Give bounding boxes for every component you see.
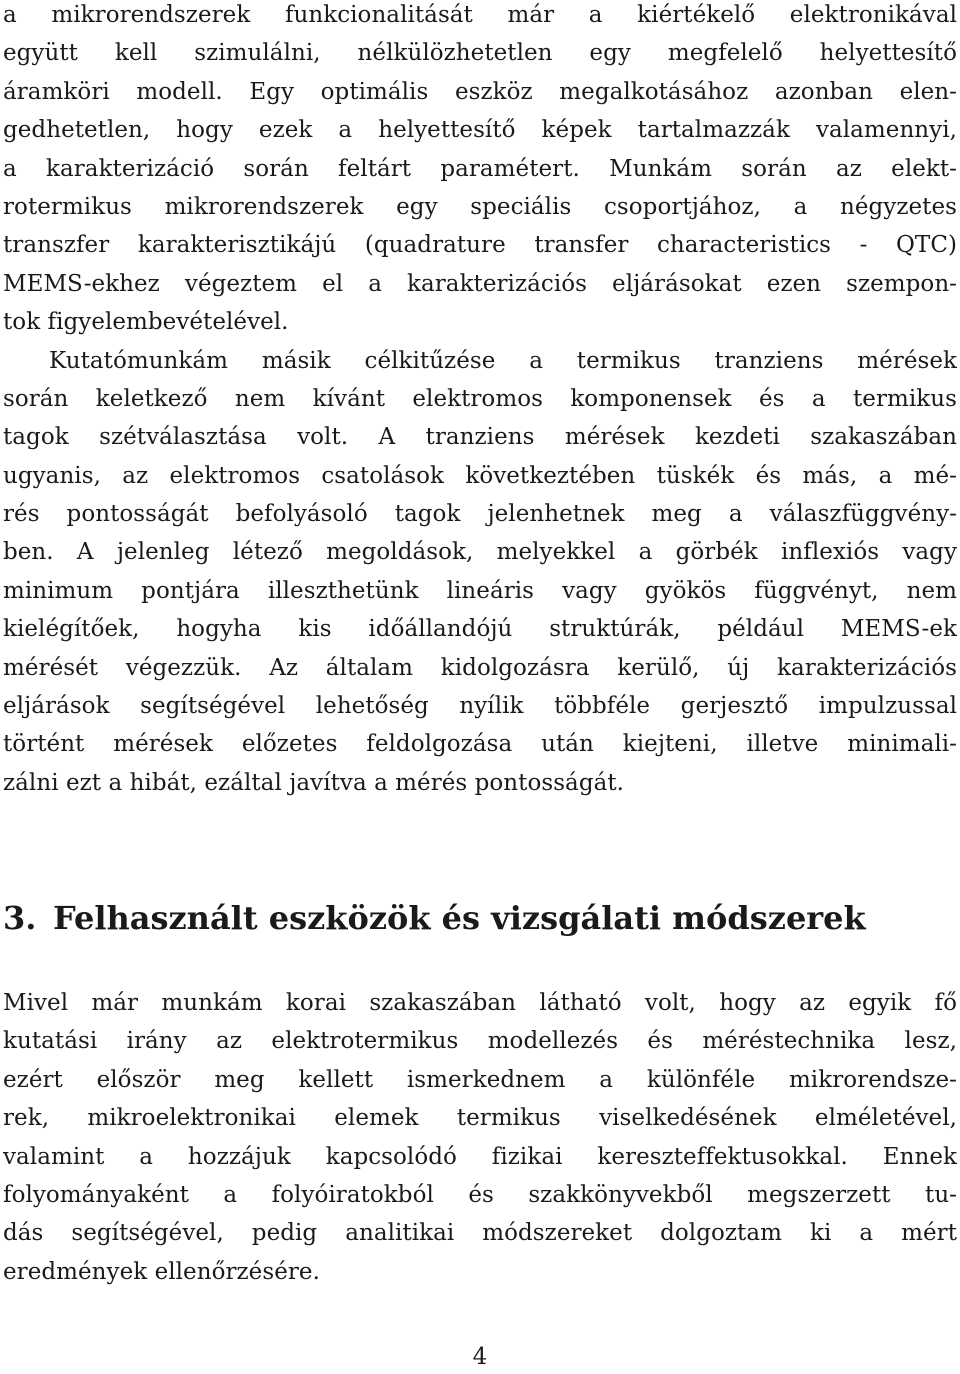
text-line: kutatási irány az elektrotermikus modellezés és méréstechnika lesz, xyxy=(3,1028,957,1055)
text-line: áramköri modell. Egy optimális eszköz megalkotásához azonban elen- xyxy=(3,78,957,105)
text-line: Mivel már munkám korai szakaszában látható volt, hogy az egyik fő xyxy=(3,990,957,1016)
text-line: eredmények ellenőrzésére. xyxy=(3,1258,320,1285)
paragraph xyxy=(3,342,957,803)
body-text-block xyxy=(3,984,957,1291)
text-line: zálni ezt a hibát, ezáltal javítva a mérés pontosságát. xyxy=(3,769,625,796)
paragraph xyxy=(3,0,957,342)
text-line: együtt kell szimulálni, nélkülözhetetlen egy megfelelő helyettesítő xyxy=(3,40,957,67)
text-line: tagok szétválasztása volt. A tranziens mérések kezdeti szakaszában xyxy=(3,424,957,451)
text-line: ben. A jelenleg létező megoldások, melyekkel a görbék inflexiós vagy xyxy=(3,539,957,566)
text-line: rotermikus mikrorendszerek egy speciális csoportjához, a négyzetes xyxy=(3,193,957,220)
text-line: kielégítőek, hogyha kis időállandójú struktúrák, például MEMS-ek xyxy=(3,616,957,643)
text-line: a mikrorendszerek funkcionalitását már a kiértékelő elektronikával xyxy=(3,2,957,28)
text-line: eljárások segítségével lehetőség nyílik többféle gerjesztő impulzussal xyxy=(3,693,957,720)
text-line: Kutatómunkám másik célkitűzése a termikus tranziens mérések xyxy=(49,347,957,374)
text-line: a karakterizáció során feltárt paramétert. Munkám során az elekt- xyxy=(3,155,957,182)
text-line: gedhetetlen, hogy ezek a helyettesítő képek tartalmazzák valamennyi, xyxy=(3,117,957,144)
body-text-block xyxy=(3,0,957,802)
section-title: Felhasznált eszközök és vizsgálati módszerek xyxy=(53,899,866,937)
text-line: ugyanis, az elektromos csatolások következtében tüskék és más, a mé- xyxy=(3,462,957,489)
text-line: ezért először meg kellett ismerkednem a különféle mikrorendsze- xyxy=(3,1066,957,1093)
section-number: 3. xyxy=(3,899,37,937)
text-line: dás segítségével, pedig analitikai módszereket dolgoztam ki a mért xyxy=(3,1220,957,1247)
text-line: rés pontosságát befolyásoló tagok jelenhetnek meg a válaszfüggvény- xyxy=(3,501,957,528)
text-line: folyományaként a folyóiratokból és szakkönyvekből megszerzett tu- xyxy=(3,1181,957,1208)
text-line: rek, mikroelektronikai elemek termikus viselkedésének elméletével, xyxy=(3,1105,957,1132)
text-line: transzfer karakterisztikájú (quadrature transfer characteristics - QTC) xyxy=(3,232,957,259)
text-line: során keletkező nem kívánt elektromos komponensek és a termikus xyxy=(3,385,957,412)
text-line: valamint a hozzájuk kapcsolódó fizikai kereszteffektusokkal. Ennek xyxy=(3,1143,957,1170)
text-line: minimum pontjára illeszthetünk lineáris vagy gyökös függvényt, nem xyxy=(3,577,957,604)
text-line: történt mérések előzetes feldolgozása után kiejteni, illetve minimali- xyxy=(3,731,957,758)
document-page xyxy=(3,0,957,1374)
section-heading xyxy=(3,895,957,941)
paragraph xyxy=(3,984,957,1291)
text-line: mérését végezzük. Az általam kidolgozásra kerülő, új karakterizációs xyxy=(3,654,957,681)
text-line: tok figyelembevételével. xyxy=(3,309,289,336)
page-number: 4 xyxy=(472,1344,488,1370)
text-line: MEMS-ekhez végeztem el a karakterizációs eljárásokat ezen szempon- xyxy=(3,270,957,297)
